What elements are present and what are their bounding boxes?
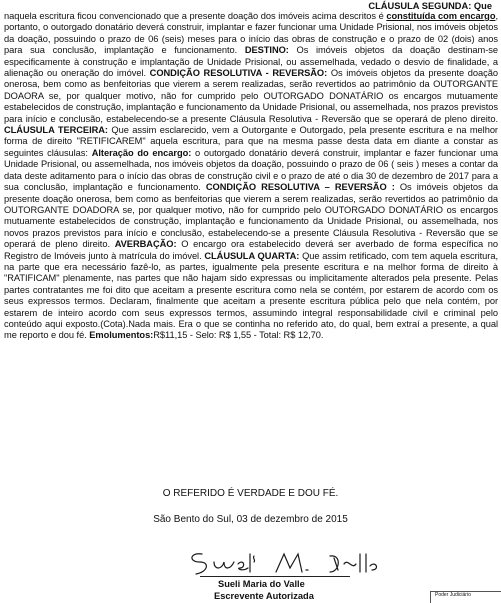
- document-body: [4, 0, 498, 342]
- fees-values: R$11,15 - Selo: R$ 1,55 - Total: R$ 12,70.: [153, 330, 324, 341]
- text-segment: Que assim esclarecido, vem a Outorgante e Outorgado, pela presente escritura e na melhor forma de direito "RETIFICAREM" aquela escritura, para que na mesma passe desta data em diante a constar as seguintes cláusulas:: [4, 125, 498, 158]
- certification-line: O REFERIDO É VERDADE E DOU FÉ.: [162, 488, 339, 499]
- main-paragraph: [4, 11, 498, 342]
- text-segment: Os imóveis objetos da presente doação onerosa, bem como as benfeitorias que vierem a serem realizadas, serão revertidos ao patrimônio da OUTORGANTE DOADORA se, por qualquer motivo, não for cumprido pelo OUTORGADO DONATÁRIO os encargos mutuamente estabelecidos de construção, implantação e funcionamento da Unidade Prisional, ou assemelhada, nos novos prazos previstos para início e conclusão, estabelecendo-se a presente Cláusula Resolutiva - Reversão que se operará de pleno direito.: [4, 182, 498, 250]
- bold-heading: CLÁUSULA TERCEIRA:: [4, 125, 108, 136]
- judiciary-stamp: Poder Judiciário: [430, 591, 501, 603]
- bold-heading: AVERBAÇÃO:: [114, 239, 177, 250]
- text-segment: o outorgado donatário deverá construir, implantar e fazer funcionar uma Unidade Prisional, ou assemelhada, nos imóveis objetos da doação, possuindo o prazo de 06 ( seis ) meses a contar da data deste aditamento para o início das obras de construção civil e o prazo de até o dia 30 de dezembro de 2017 para a sua conclusão, implantação e funcionamento.: [4, 147, 499, 193]
- text-segment: O encargo ora estabelecido deverá ser averbado de forma específica no Registro de Imóveis junto à matrícula do imóvel.: [4, 239, 498, 261]
- handwritten-signature: [180, 548, 400, 578]
- place-date-line: São Bento do Sul, 03 de dezembro de 2015: [153, 514, 348, 525]
- bold-heading: CONDIÇÃO RESOLUTIVA - REVERSÃO:: [149, 68, 328, 79]
- signature-line: [200, 576, 350, 577]
- bold-underlined-text: constituída com encargo: [386, 11, 496, 21]
- text-segment: Os imóveis objetos da presente doação onerosa, bem como as benfeitorias que vierem a serem realizadas, serão revertidos ao patrimônio da OUTORGANTE DOAORA se, por qualquer motivo, não for cumprido pelo OUTORGADO DONATÁRIO os encargos mutuamente estabelecidos de construção, implantação e funcionamento da Unidade Prisional, ou assemelhada, nos prazos previstos para início e conclusão, estabelecendo-se a presente Cláusula Resolutiva - Reversão que se operará de pleno direito.: [4, 68, 498, 124]
- signer-role: Escrevente Autorizada: [214, 591, 314, 601]
- bold-heading: CONDIÇÃO RESOLUTIVA – REVERSÃO :: [205, 182, 395, 193]
- clause-title: CLÁUSULA SEGUNDA: Que: [368, 1, 492, 11]
- text-segment: naquela escritura ficou convencionado que a presente doação dos imóveis acima descritos é: [4, 11, 387, 21]
- text-segment: Que assim retificado, com tem aquela escritura, na parte que era necessário fazê-lo, as partes, igualmente pela presente escritura e na melhor forma de direito à "RATIFICAM" plenamente, nas partes que não hajam sido expressas ou implicitamente alterados pela presente. Pelas partes contratantes me foi dito que aceitam a presente escritura como nela se contém, por estarem de acordo com os seus expressos termos. Declaram, finalmente que aceitam a presente escritura pública pelo que nela contém, por estarem de inteiro acordo com seus expressos termos, assumindo integral responsabilidade civil e criminal pelo conteúdo aqui exposto.(Cota).Nada mais. Era o que se continha no referido ato, do qual, bem extraí a presente, a qual me reporto e dou fé.: [4, 250, 498, 341]
- text-segment: Os imóveis objetos da doação destinam-se especificamente à construção e implantação de Unidade Prisional, ou assemelhada, vedado o desvio de finalidade, a alienação ou oneração do imóvel.: [4, 45, 498, 79]
- bold-heading: DESTINO:: [244, 45, 289, 56]
- fees-label: Emolumentos:: [89, 330, 154, 341]
- signer-name: Sueli Maria do Valle: [218, 579, 305, 589]
- text-segment: , portanto, o outorgado donatário deverá construir, implantar e fazer funcionar uma Unidade Prisional, nos imóveis objetos da doação, possuindo o prazo de 06 (seis) meses para o início das obras de construção e o prazo de 02 (dois) anos para sua conclusão, implantação e funcionamento.: [4, 11, 498, 56]
- bold-heading: CLÁUSULA QUARTA:: [204, 250, 300, 261]
- bold-heading: Alteração do encargo:: [91, 147, 192, 158]
